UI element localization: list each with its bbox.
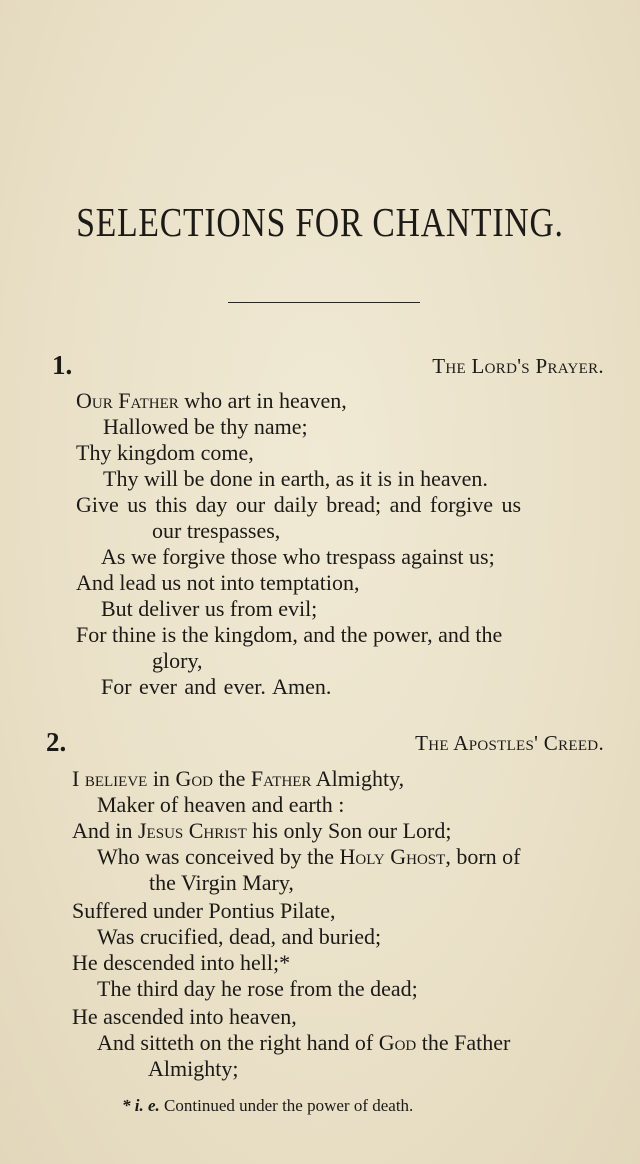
creed-line-11-c: the Father <box>416 1030 511 1055</box>
creed-line-1-b: believe <box>84 766 148 791</box>
creed-line-4 <box>97 844 520 870</box>
creed-line-1-d: God <box>175 766 213 791</box>
creed-line-2: Maker of heaven and earth : <box>97 792 345 817</box>
creed-line-1-e: the <box>213 766 251 791</box>
creed-line-1-c: in <box>147 766 176 791</box>
prayer-line-3: Thy kingdom come, <box>76 440 254 465</box>
section-heading-2: The Apostles' Creed. <box>415 731 604 755</box>
prayer-line-2: Hallowed be thy name; <box>103 414 308 439</box>
footnote <box>122 1096 413 1116</box>
creed-line-1-a: I <box>72 766 85 791</box>
prayer-line-11: glory, <box>152 648 203 673</box>
prayer-line-1-rest: who art in heaven, <box>178 388 347 413</box>
page-title: SELECTIONS FOR CHANTING. <box>76 199 564 245</box>
prayer-line-10: For thine is the kingdom, and the power, and the <box>76 622 503 647</box>
footnote-mark: * i. e. <box>122 1096 160 1115</box>
creed-line-5: the Virgin Mary, <box>149 870 294 895</box>
creed-line-12: Almighty; <box>148 1056 239 1081</box>
creed-line-7: Was crucified, dead, and buried; <box>97 924 382 949</box>
creed-line-4-a: Who was conceived by the <box>97 844 340 869</box>
prayer-line-4: Thy will be done in earth, as it is in heaven. <box>103 466 488 491</box>
section-number-1: 1. <box>52 350 73 380</box>
creed-line-4-b: Holy Ghost <box>339 844 446 869</box>
footnote-text: Continued under the power of death. <box>159 1096 414 1115</box>
creed-line-3-a: And in <box>72 818 138 843</box>
prayer-line-1 <box>76 388 347 414</box>
creed-line-3 <box>72 818 452 844</box>
creed-line-6: Suffered under Pontius Pilate, <box>72 898 336 923</box>
prayer-line-7: As we forgive those who trespass against us; <box>101 544 495 569</box>
creed-line-10: He ascended into heaven, <box>72 1004 297 1029</box>
creed-line-11-a: And sitteth on the right hand of <box>97 1030 379 1055</box>
creed-line-9: The third day he rose from the dead; <box>97 976 418 1001</box>
prayer-line-6: our trespasses, <box>152 518 281 543</box>
prayer-line-8: And lead us not into temptation, <box>76 570 360 595</box>
title-rule <box>228 302 420 303</box>
section-number-2: 2. <box>46 727 67 757</box>
creed-line-4-c: , born of <box>445 844 521 869</box>
creed-line-1-g: Almighty, <box>311 766 405 791</box>
prayer-line-1-sc: Our Father <box>76 388 179 413</box>
section-heading-1: The Lord's Prayer. <box>432 354 604 378</box>
creed-line-11 <box>97 1030 510 1056</box>
creed-line-11-b: God <box>378 1030 417 1055</box>
creed-line-3-c: his only Son our Lord; <box>246 818 452 843</box>
prayer-line-5: Give us this day our daily bread; and forgive us <box>76 492 522 517</box>
prayer-line-12: For ever and ever. Amen. <box>101 674 332 699</box>
creed-line-8: He descended into hell;* <box>72 950 291 975</box>
creed-line-3-b: Jesus Christ <box>138 818 247 843</box>
creed-line-1-f: Father <box>250 766 312 791</box>
creed-line-1 <box>72 766 404 792</box>
prayer-line-9: But deliver us from evil; <box>101 596 318 621</box>
